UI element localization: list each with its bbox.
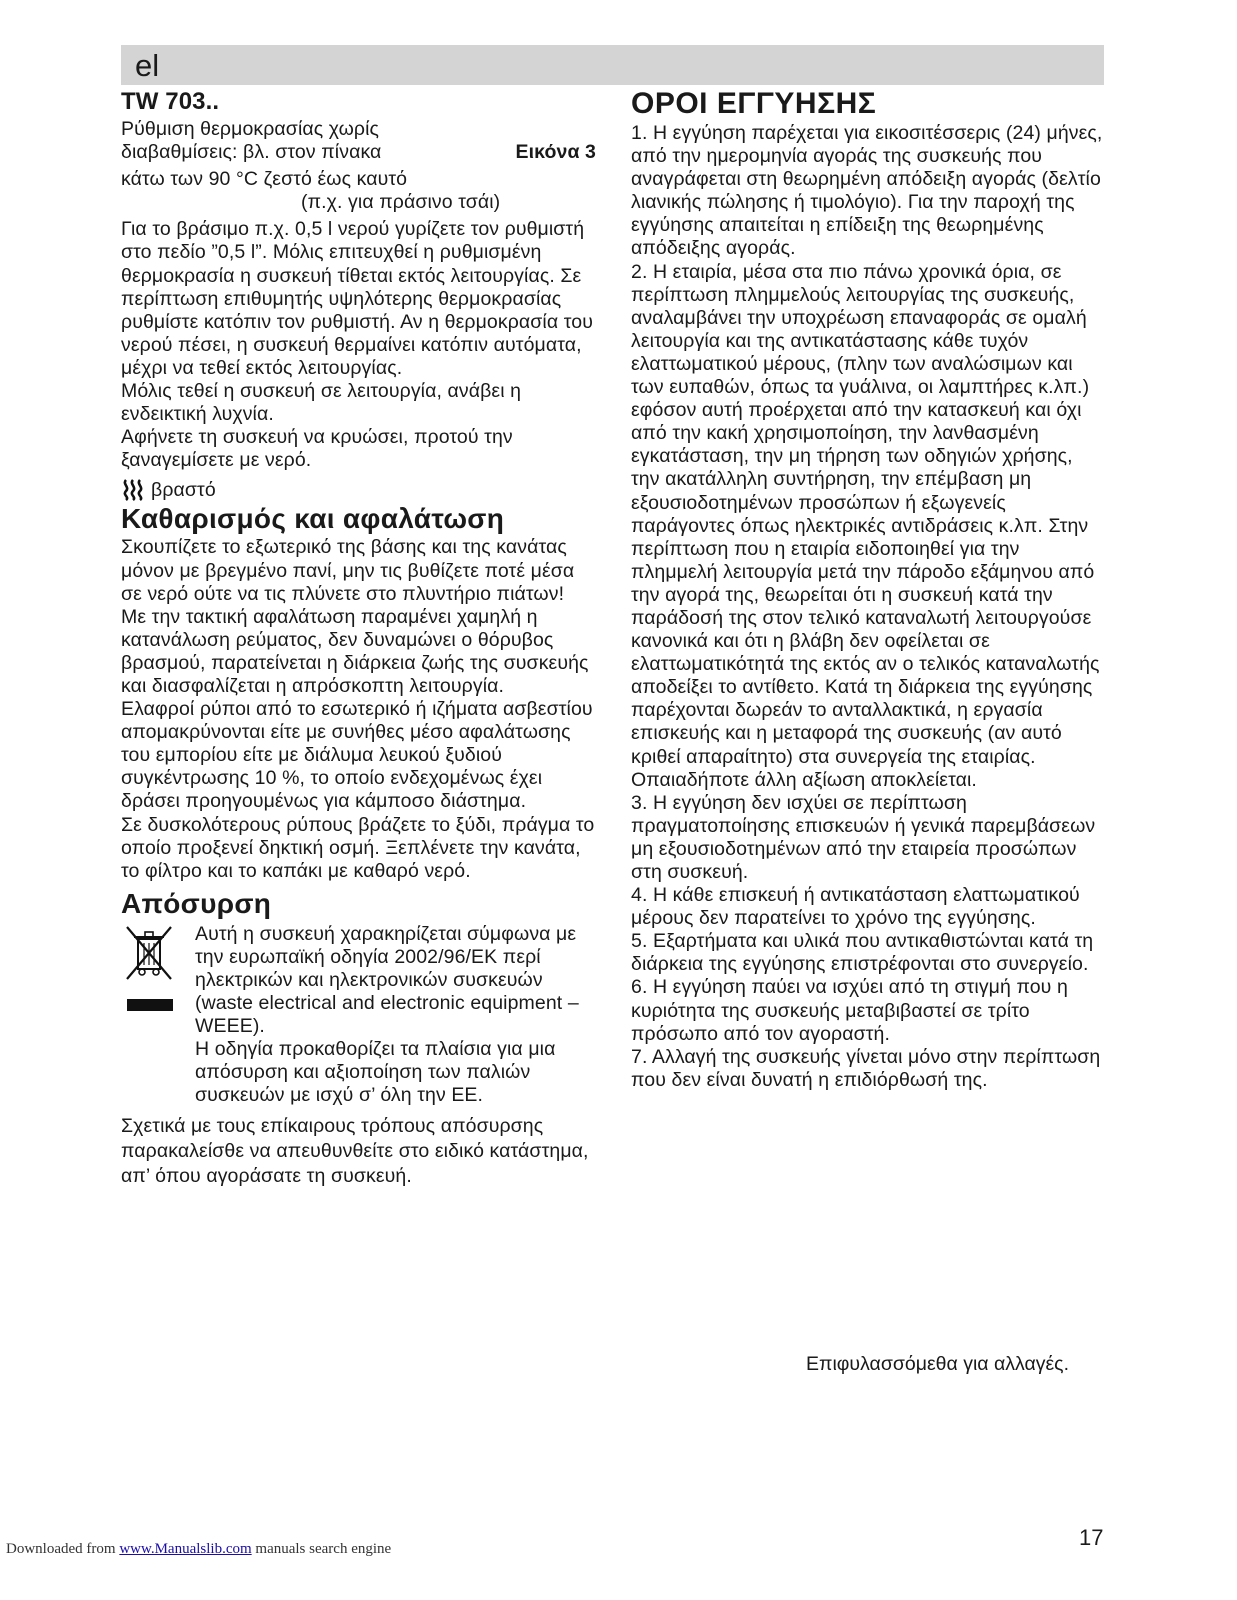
- crossed-bin-icon: [121, 923, 179, 983]
- warranty-term-4: 4. Η κάθε επισκευή ή αντικατάσταση ελαττωματικού μέρους δεν παρατείνει το χρόνο της εγγύησης.: [631, 884, 1080, 930]
- lamp-text: Μόλις τεθεί η συσκευή σε λειτουργία, ανάβει η ενδεικτική λυχνία.: [121, 380, 522, 426]
- temp-line-2: (π.χ. για πράσινο τσάι): [301, 191, 501, 214]
- disposal-heading: Απόσυρση: [121, 887, 272, 919]
- cool-text: Αφήνετε τη συσκευή να κρυώσει, προτού την ξαναγεμίσετε με νερό.: [121, 426, 513, 472]
- boil-setting: [121, 478, 596, 502]
- footer-suffix: manuals search engine: [251, 1541, 392, 1557]
- weee-symbol: [121, 923, 195, 1108]
- cleaning-heading: Καθαρισμός και αφαλάτωση: [121, 503, 505, 535]
- disposal-block: [121, 923, 596, 1108]
- cleaning-paragraph-3: Ελαφροί ρύποι από το εσωτερικό ή ιζήματα ασβεστίου απομακρύνονται είτε με συνήθες μέσο αφαλάτωσης του εμπορίου είτε με διάλυμα λευκού ξυδιού συγκέντρωσης 10 %, το οποίο ενδεχομένως έχει δράσει προηγουμένως για κάμποσο διάστημα.: [121, 698, 593, 813]
- reservation-note: Επιφυλασσόμεθα για αλλαγές.: [806, 1353, 1069, 1375]
- warranty-term-2: 2. Η εταιρία, μέσα στα πιο πάνω χρονικά όρια, σε περίπτωση πλημμελούς λειτουργίας της συσκευής, αναλαμβάνει την υποχρέωση επαναφοράς σε ομαλή λειτουργία και της αντικατάστασης κάθε τυχόν ελαττωματικού μέρους, (πλην των αναλώσιμων και των ευπαθών, όπως τα γυάλινα, οι λαμπτήρες κ.λπ.) εφόσον αυτή προέρχεται από την κατασκευή και όχι από την κακή χρησιμοποίηση, την λανθασμένη εγκατάσταση, την μη τήρηση των οδηγιών χρήσης, την ακατάλληλη συντήρηση, την επέμβαση μη εξουσιοδοτημένων προσώπων ή εξωγενείς παράγοντες όπως ηλεκτρικές αντιδράσεις κ.λπ. Στην περίπτωση που η εταιρία ειδοποιηθεί για την πλημμελή λειτουργία μετά την πάροδο εξάμηνου από την αγορά της, θεωρείται ότι η συσκευή κατά την παράδοσή της στον τελικό καταναλωτή λειτουργούσε κανονικά και ότι η βλάβη δεν οφείλεται σε ελαττωματικότητά της εκτός αν ο τελικός καταναλωτής αποδείξει το αντίθετο. Κατά τη διάρκεια της εγγύησης παρέχονται δωρεάν το ανταλλακτικά, η εργασία επισκευής και η μεταφορά της συσκευής (αν αυτό κριθεί απαραίτητο) στα συνεργεία της εταιρίας. Οπαιαδήποτε άλλη αξίωση αποκλείεται.: [631, 260, 1100, 791]
- model-heading: TW 703..: [121, 88, 220, 115]
- download-footer: [6, 1541, 391, 1558]
- boil-label: βραστό: [151, 478, 216, 501]
- temp-intro-2: διαβαθμίσεις: βλ. στον πίνακα: [121, 141, 382, 164]
- right-column: [631, 86, 1106, 1092]
- cleaning-paragraph-4: Σε δυσκολότερους ρύπους βράζετε το ξύδι, πράγμα το οποίο προξενεί δηκτική οσμή. Ξεπλένετε την κανάτα, το φίλτρο και το καπάκι με καθαρό νερό.: [121, 813, 595, 882]
- warranty-term-6: 6. Η εγγύηση παύει να ισχύει από τη στιγμή που η κυριότητα της συσκευής μεταβιβαστεί σε τρίτο πρόσωπο από τον αγοραστή.: [631, 976, 1068, 1045]
- warranty-term-1: 1. Η εγγύηση παρέχεται για εικοσιτέσσερις (24) μήνες, από την ημερομηνία αγοράς της συσκευής που αναγράφεται στη θεωρημένη απόδειξη αγοράς (δελτίο λιανικής πώλησης ή τιμολόγιο). Για την παροχή της εγγύησης απαιτείται η επίδειξη της θεωρημένης απόδειξης αγοράς.: [631, 122, 1103, 260]
- manualslib-link[interactable]: www.Manualslib.com: [119, 1541, 252, 1557]
- warranty-term-5: 5. Εξαρτήματα και υλικά που αντικαθιστώνται κατά τη διάρκεια της εγγύησης επιστρέφονται στο συνεργείο.: [631, 930, 1094, 976]
- weee-bar: [127, 999, 173, 1011]
- steam-icon: [121, 478, 147, 502]
- cleaning-paragraph-2: Με την τακτική αφαλάτωση παραμένει χαμηλή η κατανάλωση ρεύματος, δεν δυναμώνει ο θόρυβος βρασμού, παρατείνεται η διάρκεια ζωής της συσκευής και διασφαλίζεται η απρόσκοπτη λειτουργία.: [121, 605, 589, 697]
- disposal-paragraph-3: Σχετικά με τους επίκαιρους τρόπους απόσυρσης παρακαλείσθε να απευθυνθείτε στο ειδικό κατάστημα, απ’ όπου αγοράσατε τη συσκευή.: [121, 1114, 589, 1187]
- left-column: [121, 86, 596, 1189]
- boiling-text: Για το βράσιμο π.χ. 0,5 l νερού γυρίζετε τον ρυθμιστή στο πεδίο ”0,5 l”. Μόλις επιτευχθεί η ρυθμισμένη θερμοκρασία η συσκευή τίθεται εκτός λειτουργίας. Σε περίπτωση επιθυμητής υψηλότερης θερμοκρασίας ρυθμίστε κατόπιν τον ρυθμιστή. Αν η θερμοκρασία του νερού πέσει, η συσκευή θερμαίνει κατόπιν αυτόματα, μέχρι να τεθεί εκτός λειτουργίας.: [121, 218, 593, 379]
- temp-line-1: κάτω των 90 °C ζεστό έως καυτό: [121, 168, 408, 191]
- footer-prefix: Downloaded from: [6, 1541, 120, 1557]
- warranty-heading: ΟΡΟΙ ΕΓΓΥΗΣΗΣ: [631, 87, 877, 120]
- disposal-paragraph-1: Αυτή η συσκευή χαρακηρίζεται σύμφωνα με την ευρωπαϊκή οδηγία 2002/96/ΕΚ περί ηλεκτρικών και ηλεκτρονικών συσκευών (waste electrical and electronic equipment – WEEE).: [195, 922, 579, 1038]
- cleaning-paragraph-1: Σκουπίζετε το εξωτερικό της βάσης και της κανάτας μόνον με βρεγμένο πανί, μην τις βυθίζετε ποτέ μέσα σε νερό ούτε να τις πλύνετε στο πλυντήριο πιάτων!: [121, 536, 575, 605]
- warranty-term-3: 3. Η εγγύηση δεν ισχύει σε περίπτωση πραγματοποίησης επισκευών ή γενικά παρεμβάσεων μη εξουσιοδοτημένων από την εταιρεία προσώπων στη συσκευή.: [631, 791, 1096, 883]
- page-number: 17: [1079, 1525, 1104, 1550]
- warranty-term-7: 7. Αλλαγή της συσκευής γίνεται μόνο στην περίπτωση που δεν είναι δυνατή η επιδιόρθωσή της.: [631, 1045, 1101, 1091]
- temp-figure-row: [121, 141, 596, 164]
- language-code: el: [135, 48, 160, 83]
- figure-reference: Εικόνα 3: [515, 141, 596, 164]
- temp-intro: Ρύθμιση θερμοκρασίας χωρίς: [121, 118, 380, 140]
- disposal-text: [195, 923, 596, 1108]
- language-bar: [121, 45, 1104, 85]
- disposal-paragraph-2: Η οδηγία προκαθορίζει τα πλαίσια για μια απόσυρση και αξιοποίηση των παλιών συσκευών με ισχύ σ’ όλη την ΕΕ.: [195, 1038, 556, 1107]
